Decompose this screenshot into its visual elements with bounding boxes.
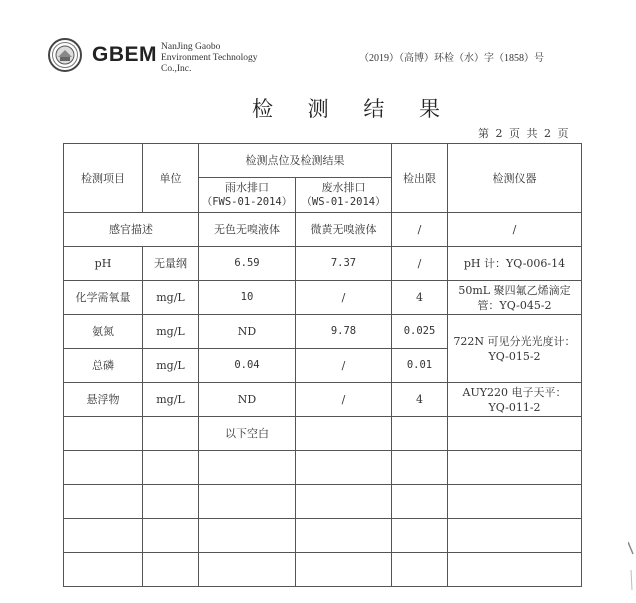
cell-site-2: /: [296, 281, 392, 315]
cell-site-1: 0.04: [199, 349, 296, 383]
header-limit: 检出限: [392, 144, 448, 213]
header-group: 检测点位及检测结果: [199, 144, 392, 178]
site-2-code: （WS-01-2014）: [301, 196, 386, 208]
cell-site-1: ND: [199, 383, 296, 417]
brand-name: GBEM: [92, 43, 157, 66]
cell-site-1: 6.59: [199, 247, 296, 281]
cell-site-1: 无色无嗅液体: [199, 213, 296, 247]
empty-cell: [296, 553, 392, 587]
empty-cell: [143, 519, 199, 553]
cell-limit: 4: [392, 281, 448, 315]
empty-cell: [64, 417, 143, 451]
empty-cell: [143, 417, 199, 451]
empty-cell: [448, 519, 582, 553]
instrument-line: AUY220 电子天平：: [462, 385, 567, 399]
cell-site-1: 10: [199, 281, 296, 315]
stamp-edge-mark: [628, 540, 634, 600]
empty-cell: [199, 485, 296, 519]
blank-note: 以下空白: [199, 417, 296, 451]
empty-cell: [448, 417, 582, 451]
empty-cell: [199, 553, 296, 587]
table-row: [64, 213, 582, 247]
empty-cell: [143, 485, 199, 519]
empty-cell: [296, 485, 392, 519]
empty-cell: [448, 553, 582, 587]
cell-limit: /: [392, 247, 448, 281]
empty-cell: [64, 553, 143, 587]
table-row: [64, 247, 582, 281]
header-item: 检测项目: [64, 144, 143, 213]
empty-cell: [392, 451, 448, 485]
empty-cell: [296, 417, 392, 451]
cell-unit: mg/L: [143, 281, 199, 315]
company-name-line: NanJing Gaobo: [161, 42, 221, 52]
empty-cell: [64, 519, 143, 553]
cell-limit: 0.01: [392, 349, 448, 383]
empty-cell: [448, 485, 582, 519]
cell-limit: /: [392, 213, 448, 247]
company-name: [161, 42, 258, 75]
cell-item: 总磷: [64, 349, 143, 383]
empty-cell: [392, 417, 448, 451]
table-row: [64, 383, 582, 417]
cell-item: 氨氮: [64, 315, 143, 349]
site-2-name: 废水排口: [321, 181, 366, 194]
header-site-2: [296, 178, 392, 213]
cell-instrument: [448, 315, 582, 383]
cell-unit: mg/L: [143, 349, 199, 383]
page-indicator: 第 2 页 共 2 页: [478, 127, 569, 140]
cell-item: 化学需氧量: [64, 281, 143, 315]
company-seal-logo: [48, 38, 82, 72]
table-row: [64, 315, 582, 349]
empty-cell: [143, 451, 199, 485]
empty-cell: [392, 553, 448, 587]
empty-cell: [392, 519, 448, 553]
site-1-name: 雨水排口: [225, 181, 269, 194]
empty-cell: [392, 485, 448, 519]
cell-site-1: ND: [199, 315, 296, 349]
cell-limit: 0.025: [392, 315, 448, 349]
cell-limit: 4: [392, 383, 448, 417]
cell-site-2: 微黄无嗅液体: [296, 213, 392, 247]
cell-unit: mg/L: [143, 315, 199, 349]
results-table: [63, 143, 582, 587]
table-row-empty: [64, 451, 582, 485]
empty-cell: [448, 451, 582, 485]
table-row-empty: [64, 519, 582, 553]
instrument-line: 722N 可见分光光度计：: [453, 334, 576, 348]
instrument-line: 管：YQ-045-2: [477, 298, 552, 312]
table-header-row: [64, 144, 582, 178]
cell-unit: mg/L: [143, 383, 199, 417]
cell-site-2: /: [296, 383, 392, 417]
header-unit: 单位: [143, 144, 199, 213]
empty-cell: [64, 485, 143, 519]
instrument-line: 50mL 聚四氟乙烯滴定: [458, 283, 571, 297]
cell-item: 感官描述: [64, 213, 199, 247]
report-number: （2019）（高博）环检（水）字（1858）号: [359, 53, 544, 64]
empty-cell: [64, 451, 143, 485]
company-name-line: Environment Technology: [161, 53, 258, 63]
table-row: [64, 281, 582, 315]
page-title: 检 测 结 果: [252, 97, 455, 121]
site-1-code: （FWS-01-2014）: [201, 196, 293, 208]
cell-site-2: 7.37: [296, 247, 392, 281]
table-row-empty: [64, 553, 582, 587]
instrument-line: YQ-011-2: [488, 400, 541, 414]
cell-instrument: pH 计：YQ-006-14: [448, 247, 582, 281]
table-row-blank-note: [64, 417, 582, 451]
header-site-1: [199, 178, 296, 213]
cell-item: pH: [64, 247, 143, 281]
cell-instrument: [448, 281, 582, 315]
cell-item: 悬浮物: [64, 383, 143, 417]
empty-cell: [296, 451, 392, 485]
instrument-line: YQ-015-2: [488, 349, 541, 363]
cell-instrument: [448, 383, 582, 417]
company-name-line: Co.,Inc.: [161, 64, 192, 74]
table-row-empty: [64, 485, 582, 519]
empty-cell: [199, 519, 296, 553]
empty-cell: [296, 519, 392, 553]
cell-instrument: /: [448, 213, 582, 247]
header-instrument: 检测仪器: [448, 144, 582, 213]
empty-cell: [199, 451, 296, 485]
cell-site-2: /: [296, 349, 392, 383]
cell-unit: 无量纲: [143, 247, 199, 281]
empty-cell: [143, 553, 199, 587]
cell-site-2: 9.78: [296, 315, 392, 349]
